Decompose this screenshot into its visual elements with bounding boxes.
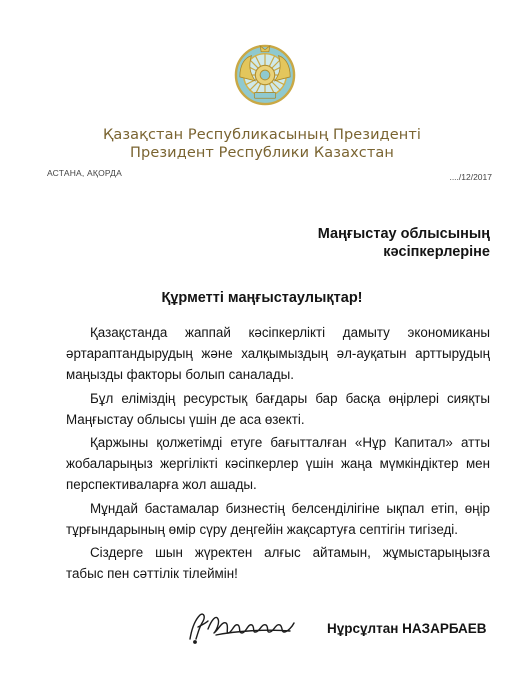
- kazakhstan-state-emblem-icon: [234, 44, 296, 106]
- place-label: АСТАНА, АҚОРДА: [47, 168, 123, 178]
- letter-body: [66, 322, 490, 586]
- date-label: ..../12/2017: [449, 172, 492, 182]
- letterhead-title-ru: Президент Республики Казахстан: [130, 145, 394, 161]
- paragraph-5: Сіздерге шын жүректен алғыс айтамын, жұмыстарыңызға табыс пен сәттілік тілеймін!: [66, 545, 490, 582]
- paragraph-3: Қаржыны қолжетімді етуге бағытталған «Нұр Капитал» атты жобаларыңыз жергілікті кәсіпкерлер үшін жаңа мүмкіндіктер мен перспективаларға жол ашады.: [66, 435, 490, 493]
- paragraph-2: Бұл еліміздің ресурстық бағдары бар басқа өңірлері сияқты Маңғыстау облысы үшін де аса өзекті.: [66, 390, 490, 427]
- handwritten-signature-icon: [186, 605, 298, 647]
- salutation: Құрметті маңғыстаулықтар!: [161, 290, 363, 306]
- addressee: [318, 225, 490, 261]
- signer-name: Нұрсұлтан НАЗАРБАЕВ: [327, 621, 487, 636]
- letterhead-title-kz: Қазақстан Республикасының Президенті: [102, 127, 422, 143]
- paragraph-4: Мұндай бастамалар бизнестің белсенділігіне ықпал етіп, өңір тұрғындарының өмір сүру деңгейін жақсартуға септігін тигізеді.: [66, 500, 490, 537]
- addressee-line-2: кәсіпкерлеріне: [383, 244, 490, 260]
- paragraph-1: Қазақстанда жаппай кәсіпкерлікті дамыту экономиканы әртараптандырудың және халқымыздың әл-ауқатын арттырудың маңызды факторы болып саналады.: [66, 325, 490, 383]
- addressee-line-1: Маңғыстау облысының: [317, 226, 490, 242]
